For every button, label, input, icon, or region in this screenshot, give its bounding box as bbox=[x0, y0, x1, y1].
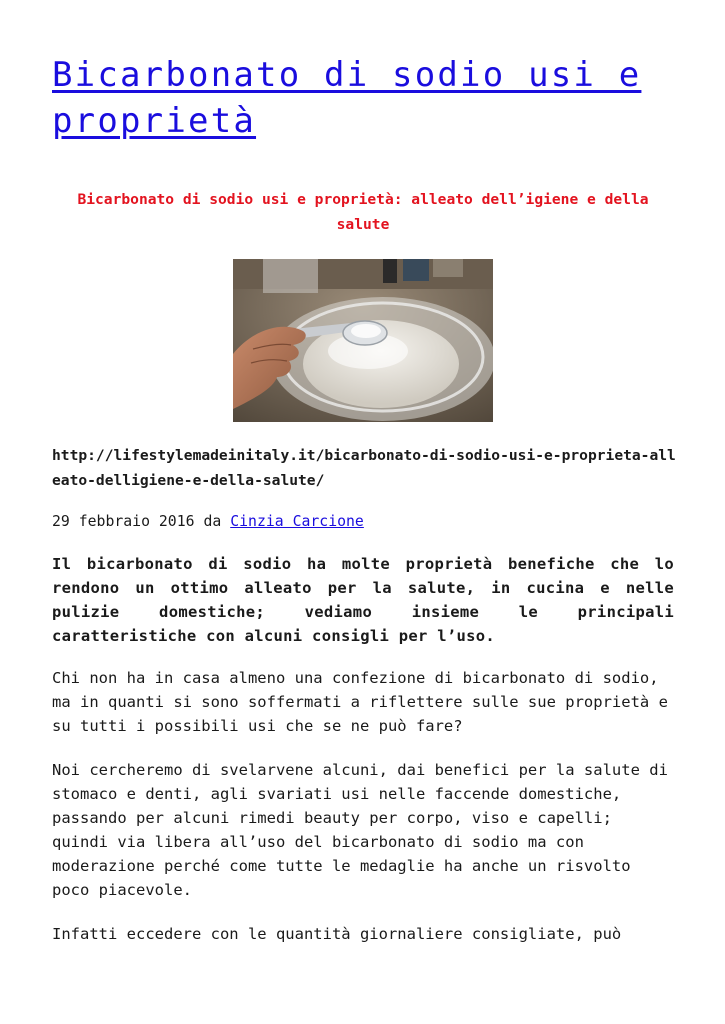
body-paragraph: Infatti eccedere con le quantità giornaliere consigliate, può bbox=[52, 925, 622, 943]
post-date: 29 febbraio 2016 bbox=[52, 513, 195, 530]
body-paragraph: Noi cercheremo di svelarvene alcuni, dai benefici per la salute di stomaco e denti, agli svariati usi nelle faccende domestiche, passando per alcuni rimedi beauty per corpo, viso e capelli; quindi via libera all’uso del bicarbonato di sodio ma con moderazione perché come tutte le medaglie ha anche un risvolto poco piacevole. bbox=[52, 761, 668, 899]
byline bbox=[52, 509, 364, 534]
article-title bbox=[52, 52, 674, 144]
baking-soda-photo bbox=[233, 259, 493, 422]
author-link[interactable]: Cinzia Carcione bbox=[230, 513, 364, 530]
article-title-link[interactable]: Bicarbonato di sodio usi e proprietà bbox=[52, 55, 642, 141]
byline-by: da bbox=[203, 513, 222, 530]
lead-paragraph: Il bicarbonato di sodio ha molte proprietà benefiche che lo rendono un ottimo alleato per la salute, in cucina e nelle pulizie domestiche; vediamo insieme le principali caratteristiche con alcuni consigli per l’uso. bbox=[52, 555, 674, 645]
baking-soda-photo-illustration bbox=[233, 259, 493, 422]
body-paragraph: Chi non ha in casa almeno una confezione di bicarbonato di sodio, ma in quanti si sono soffermati a riflettere sulle sue proprietà e su tutti i possibili usi che se ne può fare? bbox=[52, 669, 668, 735]
source-url[interactable]: http://lifestylemadeinitaly.it/bicarbonato-di-sodio-usi-e-proprieta-alleato-delligiene-e-della-salute/ bbox=[52, 447, 676, 489]
article-subtitle: Bicarbonato di sodio usi e proprietà: alleato dell’igiene e della salute bbox=[77, 191, 649, 233]
